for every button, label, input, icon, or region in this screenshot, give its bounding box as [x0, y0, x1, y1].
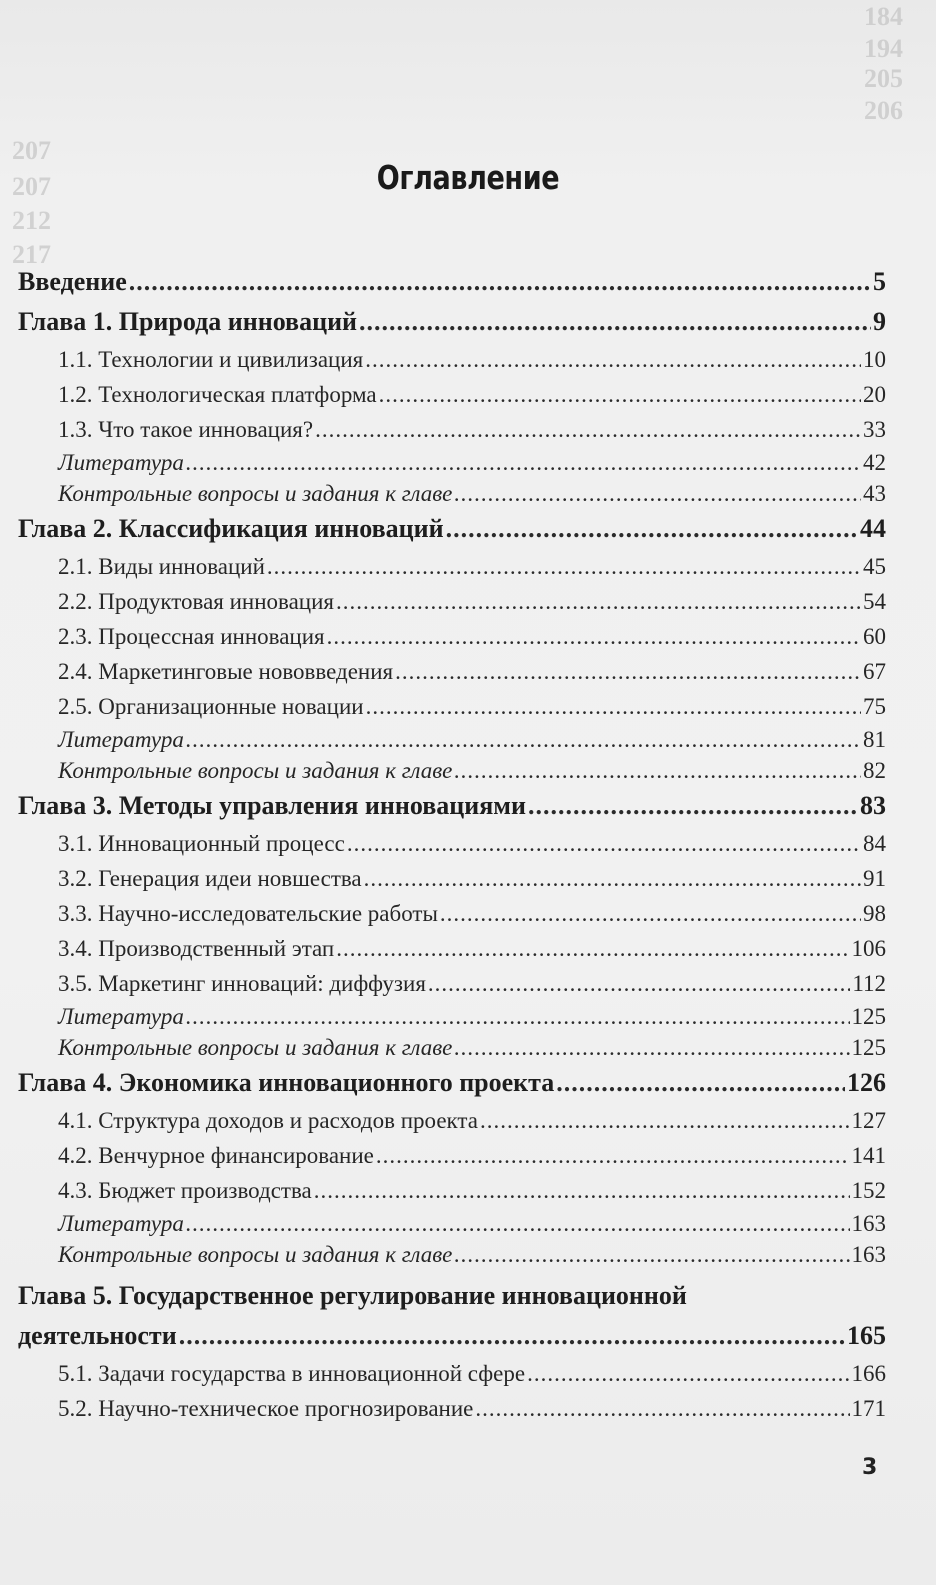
dot-leader: [527, 1356, 849, 1391]
dot-leader: [359, 302, 871, 342]
toc-entry-page: 45: [863, 554, 886, 579]
toc-entry-page: 33: [863, 417, 886, 442]
dot-leader: [336, 584, 861, 619]
toc-entry-page: 166: [851, 1361, 886, 1386]
toc-entry-label: Литература: [58, 1004, 184, 1029]
toc-entry-label: 3.2. Генерация идеи новшества: [58, 866, 362, 891]
toc-entry-page: 82: [863, 758, 886, 783]
toc-entry-label: Глава 1. Природа инноваций: [18, 307, 358, 336]
dot-leader: [336, 931, 849, 966]
toc-entry-section[interactable]: [18, 896, 886, 931]
toc-entry-page: 141: [851, 1143, 886, 1168]
toc-entry-page: 81: [863, 727, 886, 752]
toc-entry-label: 2.3. Процессная инновация: [58, 624, 325, 649]
dot-leader: [129, 262, 871, 302]
toc-entry-section[interactable]: [18, 584, 886, 619]
toc-entry-label: 1.1. Технологии и цивилизация: [58, 347, 364, 372]
toc-entry-questions[interactable]: [18, 1032, 886, 1063]
toc-entry-chapter-5[interactable]: [18, 1316, 886, 1356]
toc-entry-intro[interactable]: [18, 262, 886, 302]
toc-entry-section[interactable]: [18, 931, 886, 966]
toc-entry-section[interactable]: [18, 412, 886, 447]
bleed-through-number: 184: [864, 2, 903, 31]
dot-leader: [364, 861, 861, 896]
dot-leader: [480, 1103, 850, 1138]
toc-entry-page: 91: [863, 866, 886, 891]
toc-entry-section[interactable]: [18, 861, 886, 896]
toc-entry-label: 4.3. Бюджет производства: [58, 1178, 312, 1203]
toc-entry-chapter-3[interactable]: [18, 786, 886, 826]
dot-leader: [186, 1001, 850, 1032]
dot-leader: [440, 896, 861, 931]
page-title: Оглавление: [376, 158, 560, 197]
toc-entry-chapter-1[interactable]: [18, 302, 886, 342]
bleed-through-number: 205: [864, 64, 903, 93]
toc-entry-label: Контрольные вопросы и задания к главе: [58, 1242, 453, 1267]
toc-entry-page: 125: [851, 1035, 886, 1060]
dot-leader: [376, 1138, 850, 1173]
toc-entry-chapter-4[interactable]: [18, 1063, 886, 1103]
toc-entry-label: 2.1. Виды инноваций: [58, 554, 265, 579]
toc-entry-label: 1.3. Что такое инновация?: [58, 417, 314, 442]
table-of-contents: [18, 262, 886, 1426]
toc-entry-label: Глава 4. Экономика инновационного проекта: [18, 1068, 555, 1097]
toc-entry-section[interactable]: [18, 1138, 886, 1173]
toc-entry-page: 9: [873, 307, 886, 336]
toc-entry-label: деятельности: [18, 1321, 177, 1350]
toc-entry-page: 54: [863, 589, 886, 614]
dot-leader: [528, 786, 858, 826]
dot-leader: [556, 1063, 845, 1103]
toc-entry-label: 5.2. Научно-техническое прогнозирование: [58, 1396, 474, 1421]
dot-leader: [186, 1208, 850, 1239]
dot-leader: [395, 654, 861, 689]
dot-leader: [454, 1032, 849, 1063]
toc-entry-page: 10: [863, 347, 886, 372]
toc-entry-label: 3.4. Производственный этап: [58, 936, 335, 961]
toc-entry-questions[interactable]: [18, 1239, 886, 1270]
toc-entry-questions[interactable]: [18, 478, 886, 509]
toc-entry-page: 83: [860, 791, 886, 820]
toc-entry-page: 5: [873, 267, 886, 296]
dot-leader: [327, 619, 861, 654]
toc-entry-section[interactable]: [18, 966, 886, 1001]
dot-leader: [179, 1316, 845, 1356]
bleed-through-number: 207: [12, 136, 51, 165]
toc-entry-label: 3.1. Инновационный процесс: [58, 831, 345, 856]
dot-leader: [379, 377, 861, 412]
toc-entry-label: 4.1. Структура доходов и расходов проекта: [58, 1108, 478, 1133]
dot-leader: [454, 755, 861, 786]
dot-leader: [365, 342, 861, 377]
toc-entry-page: 44: [860, 514, 886, 543]
toc-entry-chapter-5-title[interactable]: Глава 5. Государственное регулирование инновационной: [18, 1281, 687, 1310]
toc-entry-section[interactable]: [18, 342, 886, 377]
dot-leader: [347, 826, 861, 861]
toc-entry-chapter-2[interactable]: [18, 509, 886, 549]
dot-leader: [314, 1173, 850, 1208]
toc-entry-page: 126: [847, 1068, 886, 1097]
dot-leader: [446, 509, 858, 549]
toc-entry-section[interactable]: [18, 619, 886, 654]
toc-entry-literature[interactable]: [18, 1208, 886, 1239]
toc-entry-page: 67: [863, 659, 886, 684]
toc-entry-section[interactable]: [18, 1173, 886, 1208]
toc-entry-section[interactable]: [18, 1391, 886, 1426]
dot-leader: [186, 447, 861, 478]
toc-entry-label: 2.5. Организационные новации: [58, 694, 364, 719]
bleed-through-number: 206: [864, 96, 903, 125]
toc-entry-section[interactable]: [18, 826, 886, 861]
bleed-through-number: 212: [12, 206, 51, 235]
toc-entry-section[interactable]: [18, 377, 886, 412]
dot-leader: [428, 966, 850, 1001]
toc-entry-page: 84: [863, 831, 886, 856]
page-number: 3: [862, 1455, 878, 1480]
toc-entry-label: Контрольные вопросы и задания к главе: [58, 758, 453, 783]
toc-entry-page: 112: [852, 971, 886, 996]
toc-entry-page: 165: [847, 1321, 886, 1350]
toc-entry-page: 152: [851, 1178, 886, 1203]
toc-entry-literature[interactable]: [18, 1001, 886, 1032]
toc-entry-label: Контрольные вопросы и задания к главе: [58, 1035, 453, 1060]
toc-entry-label: 5.1. Задачи государства в инновационной сфере: [58, 1361, 526, 1386]
bleed-through-number: 194: [864, 34, 903, 63]
toc-entry-label: 2.4. Маркетинговые нововведения: [58, 659, 394, 684]
toc-entry-label: 2.2. Продуктовая инновация: [58, 589, 334, 614]
toc-entry-page: 106: [851, 936, 886, 961]
toc-entry-page: 163: [851, 1211, 886, 1236]
toc-entry-literature[interactable]: [18, 447, 886, 478]
dot-leader: [454, 478, 861, 509]
toc-entry-label: Литература: [58, 1211, 184, 1236]
toc-entry-label: Введение: [18, 267, 127, 296]
toc-entry-page: 127: [851, 1108, 886, 1133]
toc-entry-label: 1.2. Технологическая платформа: [58, 382, 377, 407]
toc-entry-section[interactable]: [18, 1103, 886, 1138]
toc-entry-section[interactable]: [18, 689, 886, 724]
dot-leader: [315, 412, 861, 447]
toc-entry-literature[interactable]: [18, 724, 886, 755]
bleed-through-number: 207: [12, 172, 51, 201]
dot-leader: [267, 549, 861, 584]
toc-entry-section[interactable]: [18, 654, 886, 689]
dot-leader: [475, 1391, 849, 1426]
toc-entry-page: 98: [863, 901, 886, 926]
dot-leader: [366, 689, 861, 724]
toc-entry-page: 43: [863, 481, 886, 506]
toc-entry-page: 125: [851, 1004, 886, 1029]
toc-entry-page: 60: [863, 624, 886, 649]
toc-entry-label: 4.2. Венчурное финансирование: [58, 1143, 374, 1168]
toc-entry-label: Глава 3. Методы управления инновациями: [18, 791, 526, 820]
toc-entry-page: 171: [851, 1396, 886, 1421]
toc-entry-section[interactable]: [18, 1356, 886, 1391]
toc-entry-label: Литература: [58, 450, 184, 475]
toc-entry-page: 75: [863, 694, 886, 719]
toc-entry-label: Литература: [58, 727, 184, 752]
toc-entry-label: 3.5. Маркетинг инноваций: диффузия: [58, 971, 426, 996]
toc-entry-page: 163: [851, 1242, 886, 1267]
toc-entry-label: 3.3. Научно-исследовательские работы: [58, 901, 438, 926]
dot-leader: [186, 724, 861, 755]
toc-entry-section[interactable]: [18, 549, 886, 584]
dot-leader: [454, 1239, 849, 1270]
toc-entry-page: 42: [863, 450, 886, 475]
toc-entry-label: Глава 2. Классификация инноваций: [18, 514, 444, 543]
toc-entry-label: Контрольные вопросы и задания к главе: [58, 481, 453, 506]
toc-entry-page: 20: [863, 382, 886, 407]
bleed-through-number: 217: [12, 240, 51, 269]
toc-entry-questions[interactable]: [18, 755, 886, 786]
